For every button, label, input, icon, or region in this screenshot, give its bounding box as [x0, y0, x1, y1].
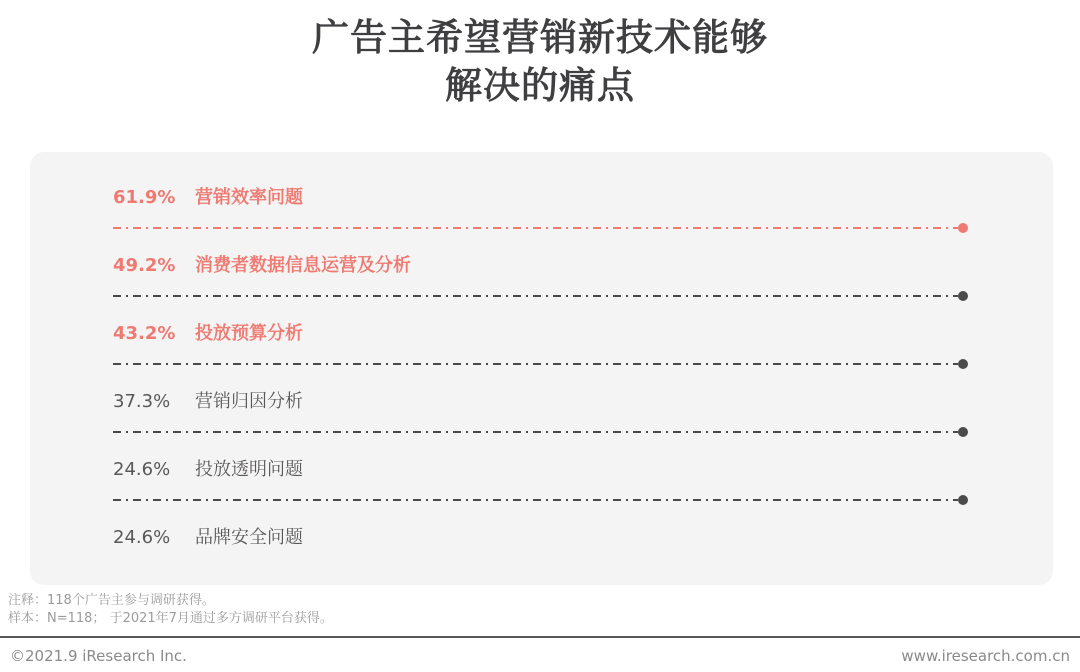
chart-row [30, 186, 1053, 254]
page-title-line1: 广告主希望营销新技术能够 [312, 16, 768, 59]
chart-row [30, 254, 1053, 322]
row-percent-value: 61.9% [113, 187, 176, 208]
row-endpoint-dot [958, 359, 968, 369]
row-category-label: 投放透明问题 [195, 459, 303, 480]
bottom-bar [0, 636, 1080, 672]
row-separator-line [113, 431, 958, 433]
row-endpoint-dot [958, 223, 968, 233]
website-text: www.iresearch.com.cn [901, 647, 1070, 665]
row-endpoint-dot [958, 495, 968, 505]
page-title [0, 14, 1080, 110]
row-separator-line [113, 499, 958, 501]
footnotes [8, 592, 333, 628]
row-separator-line [113, 227, 958, 229]
row-category-label: 投放预算分析 [195, 323, 303, 344]
row-percent-value: 24.6% [113, 459, 171, 480]
row-percent-value: 49.2% [113, 255, 176, 276]
chart-row [30, 390, 1053, 458]
chart-row [30, 526, 1053, 585]
row-endpoint-dot [958, 427, 968, 437]
row-percent-value: 43.2% [113, 323, 176, 344]
row-category-label: 品牌安全问题 [195, 527, 303, 548]
row-percent-value: 24.6% [113, 527, 171, 548]
row-separator-line [113, 363, 958, 365]
copyright-text: ©2021.9 iResearch Inc. [10, 647, 187, 665]
row-category-label: 消费者数据信息运营及分析 [195, 255, 411, 276]
chart-panel [30, 152, 1053, 585]
page-title-line2: 解决的痛点 [445, 64, 635, 107]
row-category-label: 营销归因分析 [195, 391, 303, 412]
row-endpoint-dot [958, 291, 968, 301]
footnote-remark: 注释：118个广告主参与调研获得。 [8, 593, 215, 608]
footnote-sample: 样本：N=118； 于2021年7月通过多方调研平台获得。 [8, 611, 333, 626]
row-category-label: 营销效率问题 [195, 187, 303, 208]
row-separator-line [113, 295, 958, 297]
row-percent-value: 37.3% [113, 391, 171, 412]
chart-row [30, 322, 1053, 390]
chart-row [30, 458, 1053, 526]
